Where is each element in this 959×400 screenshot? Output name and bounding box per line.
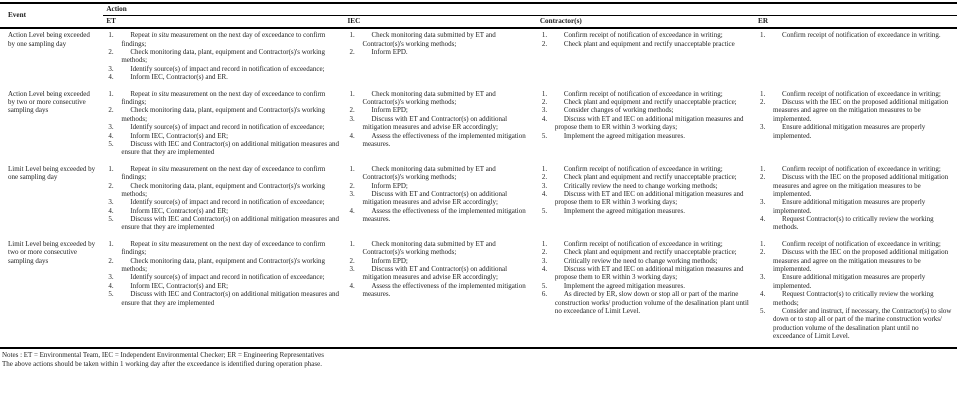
list-item-text: Identify source(s) of impact and record in notification of exceedance; (130, 123, 325, 132)
table-row (0, 238, 957, 348)
list-item-number: 1. (108, 164, 114, 173)
list-item-number: 3. (108, 198, 114, 207)
list-item-text: Check plant and equipment and rectify unacceptable practice; (563, 173, 737, 182)
list-item-text: Discuss with the IEC on the proposed additional mitigation measures and agree on the mitigation measures to be implemented. (773, 98, 949, 123)
action-list-item (106, 90, 339, 107)
table-row (0, 163, 957, 238)
action-list-item (540, 190, 750, 207)
column-header-er: ER (755, 15, 957, 28)
list-item-text: Inform IEC, Contractor(s) and ER; (130, 131, 229, 140)
list-item-number: 2. (760, 248, 766, 257)
list-item-number: 4. (108, 131, 114, 140)
list-item-text: Inform EPD; (371, 106, 408, 115)
list-item-number: 2. (541, 173, 548, 182)
list-item-number: 2. (349, 256, 355, 265)
action-list-item (106, 240, 339, 257)
action-list-item (348, 190, 532, 207)
list-item-number: 3. (541, 106, 548, 115)
list-item-text: Inform IEC, Contractor(s) and ER; (130, 206, 229, 215)
iec-actions-cell (345, 238, 537, 348)
action-list-item (106, 198, 339, 206)
er-actions-cell (755, 163, 957, 238)
list-item-number: 5. (760, 307, 766, 315)
list-item-text: Inform IEC, Contractor(s) and ER; (130, 281, 229, 290)
list-item-number: 1. (760, 164, 766, 173)
list-item-number: 4. (349, 281, 355, 290)
action-list-item (540, 106, 750, 114)
list-item-text: Check monitoring data, plant, equipment and Contractor(s)'s working methods; (121, 48, 326, 65)
list-item-number: 2. (108, 48, 114, 57)
list-item-text: As directed by ER, slow down or stop all or part of the marine construction works/ production volume of the desalination plant until no exceedance of Limit Level. (554, 290, 749, 315)
event-cell: Action Level being exceeded by one sampling day (8, 31, 90, 48)
action-list-item (106, 182, 339, 199)
list-item-number: 5. (541, 131, 548, 140)
iec-actions-cell (345, 163, 537, 238)
list-item-text: Inform EPD; (371, 181, 408, 190)
action-list-item (348, 182, 532, 190)
action-list-item (540, 290, 750, 315)
list-item-number: 3. (541, 256, 548, 265)
list-item-number: 4. (108, 73, 114, 82)
list-item-number: 1. (349, 239, 355, 248)
action-list-item (106, 273, 339, 281)
list-item-text: Discuss with ET and IEC on additional mitigation measures and propose them to ER within 3 working days; (554, 189, 744, 207)
action-list-item (758, 173, 952, 198)
action-list-item (540, 90, 750, 98)
header-row-top (0, 3, 957, 15)
list-item-text: Check plant and equipment and rectify unacceptable practice (563, 39, 735, 48)
list-item-text: Confirm receipt of notification of exceedance in writing. (782, 31, 941, 40)
list-item-text: Identify source(s) of impact and record in notification of exceedance; (130, 273, 325, 282)
er-actions-cell (755, 238, 957, 348)
list-item-text: Check plant and equipment and rectify unacceptable practice; (563, 98, 737, 107)
list-item-text: Ensure additional mitigation measures are properly implemented. (773, 198, 926, 215)
list-item-number: 3. (541, 181, 548, 190)
contractor-actions-cell (537, 163, 755, 238)
column-header-event: Event (0, 3, 103, 28)
action-list-item (348, 282, 532, 299)
list-item-number: 3. (108, 123, 114, 132)
action-list-item (540, 173, 750, 181)
action-list-item (540, 98, 750, 106)
et-actions-cell (103, 88, 344, 163)
et-actions-cell (103, 163, 344, 238)
list-item-text: Discuss with ET and Contractor(s) on additional mitigation measures and advise ER accordingly; (362, 189, 508, 207)
list-item-number: 2. (349, 181, 355, 190)
table-body (0, 28, 957, 347)
list-item-number: 1. (108, 31, 114, 40)
action-list-item (348, 31, 532, 48)
iec-actions-cell (345, 88, 537, 163)
list-item-text: Discuss with IEC and Contractor(s) on additional mitigation measures and ensure that they are implemented (121, 139, 339, 157)
list-item-number: 5. (541, 206, 548, 215)
list-item-number: 4. (541, 189, 548, 198)
list-item-number: 4. (760, 215, 766, 224)
list-item-number: 4. (349, 206, 355, 215)
list-item-text: Confirm receipt of notification of exceedance in writing; (563, 31, 723, 40)
list-item-text: Implement the agreed mitigation measures. (563, 206, 685, 215)
list-item-number: 2. (349, 48, 355, 57)
action-list-item (106, 207, 339, 215)
action-list-item (106, 282, 339, 290)
list-item-text: Confirm receipt of notification of exceedance in writing; (782, 89, 941, 98)
action-list-item (106, 31, 339, 48)
action-list-item (348, 132, 532, 149)
list-item-text: Consider changes of working methods; (563, 106, 674, 115)
list-item-text: Confirm receipt of notification of exceedance in writing; (782, 164, 941, 173)
action-list-item (540, 207, 750, 215)
action-list-item (106, 215, 339, 232)
note-timing: The above actions should be taken within 1 working day after the exceedance is identified during operation phase. (2, 359, 322, 368)
header-row-sub (0, 15, 957, 28)
list-item-text: Check monitoring data submitted by ET and Contractor(s)'s working methods; (362, 239, 496, 257)
action-list-item (758, 123, 952, 140)
action-list-item (758, 307, 952, 341)
list-item-number: 2. (349, 106, 355, 115)
action-list-item (758, 198, 952, 215)
action-list-item (348, 106, 532, 114)
list-item-number: 1. (349, 164, 355, 173)
list-item-text: Confirm receipt of notification of exceedance in writing; (563, 239, 723, 248)
list-item-number: 1. (349, 31, 355, 40)
list-item-text: Implement the agreed mitigation measures. (563, 131, 685, 140)
list-item-text: Implement the agreed mitigation measures. (563, 281, 685, 290)
list-item-text: Identify source(s) of impact and record in notification of exceedance; (130, 64, 325, 73)
list-item-text: Discuss with the IEC on the proposed additional mitigation measures and agree on the mitigation measures to be implemented. (773, 173, 949, 198)
action-list-item (540, 132, 750, 140)
list-item-text: Inform IEC, Contractor(s) and ER. (130, 73, 228, 82)
list-item-number: 2. (541, 248, 548, 257)
contractor-actions-cell (537, 88, 755, 163)
action-list-item (348, 115, 532, 132)
action-list-item (348, 90, 532, 107)
action-list-item (348, 207, 532, 224)
event-cell: Limit Level being exceeded by one sampling day (8, 164, 96, 182)
list-item-number: 1. (760, 31, 766, 40)
action-list-item (106, 140, 339, 157)
action-list-item (758, 98, 952, 123)
event-cell: Action Level being exceeded by two or more consecutive sampling days (8, 89, 90, 115)
list-item-number: 5. (108, 215, 114, 224)
list-item-text: Confirm receipt of notification of exceedance in writing; (563, 164, 723, 173)
list-item-number: 4. (108, 281, 114, 290)
action-list-item (106, 106, 339, 123)
list-item-text: Repeat in situ measurement on the next day of exceedance to confirm findings; (121, 164, 326, 182)
list-item-number: 3. (760, 123, 766, 132)
list-item-text: Consider and instruct, if necessary, the Contractor(s) to slow down or to stop all or part of the marine construction works/ production volume of the desalination plant until no exceedance of Limit Level. (773, 307, 952, 341)
action-list-item (758, 215, 952, 232)
list-item-text: Repeat in situ measurement on the next day of exceedance to confirm findings; (121, 31, 326, 48)
action-list-item (540, 257, 750, 265)
list-item-number: 1. (541, 31, 548, 40)
note-abbreviations: Notes : ET = Environmental Team, IEC = Independent Environmental Checker; ER = Engineering Representatives (2, 350, 324, 359)
list-item-text: Check monitoring data submitted by ET and Contractor(s)'s working methods; (362, 164, 496, 182)
list-item-number: 1. (541, 239, 548, 248)
contractor-actions-cell (537, 238, 755, 348)
list-item-number: 2. (541, 39, 548, 48)
list-item-number: 3. (760, 273, 766, 282)
list-item-text: Confirm receipt of notification of exceedance in writing; (563, 89, 723, 98)
iec-actions-cell (345, 28, 537, 87)
list-item-number: 3. (108, 273, 114, 282)
action-list-item (106, 48, 339, 65)
action-list-item (106, 65, 339, 73)
action-list-item (540, 248, 750, 256)
list-item-text: Check monitoring data, plant, equipment and Contractor(s)'s working methods; (121, 106, 326, 123)
list-item-number: 6. (541, 290, 548, 299)
list-item-text: Check monitoring data submitted by ET and Contractor(s)'s working methods; (362, 31, 496, 48)
list-item-text: Request Contractor(s) to critically review the working methods. (773, 215, 934, 232)
list-item-number: 4. (760, 290, 766, 299)
list-item-text: Identify source(s) of impact and record in notification of exceedance; (130, 198, 325, 207)
list-item-text: Ensure additional mitigation measures are properly implemented. (773, 273, 926, 290)
list-item-text: Discuss with ET and Contractor(s) on additional mitigation measures and advise ER accordingly; (362, 265, 508, 282)
action-list-item (540, 282, 750, 290)
column-header-et: ET (103, 15, 344, 28)
action-list-item (540, 240, 750, 248)
list-item-number: 1. (760, 239, 766, 248)
list-item-number: 1. (541, 89, 548, 98)
list-item-number: 3. (349, 265, 355, 274)
action-list-item (540, 265, 750, 282)
list-item-number: 4. (108, 206, 114, 215)
action-list-item (540, 40, 750, 48)
action-list-item (758, 165, 952, 173)
list-item-text: Check monitoring data, plant, equipment and Contractor(s)'s working methods; (121, 181, 326, 198)
action-list-item (540, 165, 750, 173)
list-item-text: Check plant and equipment and rectify unacceptable practice; (563, 248, 737, 257)
list-item-text: Check monitoring data submitted by ET and Contractor(s)'s working methods; (362, 89, 496, 107)
action-list-item (758, 290, 952, 307)
list-item-number: 1. (541, 164, 548, 173)
list-item-text: Assess the effectiveness of the implemented mitigation measures. (362, 206, 526, 224)
list-item-text: Inform EPD. (371, 48, 408, 57)
list-item-number: 3. (349, 189, 355, 198)
list-item-number: 3. (108, 64, 114, 73)
action-list-item (540, 115, 750, 132)
action-list-item (348, 265, 532, 282)
list-item-number: 4. (349, 131, 355, 140)
column-header-contractor: Contractor(s) (537, 15, 755, 28)
list-item-text: Discuss with IEC and Contractor(s) on additional mitigation measures and ensure that they are implemented (121, 215, 339, 232)
action-list-item (106, 123, 339, 131)
list-item-number: 2. (541, 98, 548, 107)
list-item-number: 5. (108, 139, 114, 148)
action-list-item (758, 31, 952, 39)
list-item-text: Ensure additional mitigation measures are properly implemented. (773, 123, 926, 140)
list-item-text: Critically review the need to change working methods; (563, 256, 718, 265)
et-actions-cell (103, 238, 344, 348)
table-row (0, 88, 957, 163)
list-item-text: Confirm receipt of notification of exceedance in writing; (782, 239, 941, 248)
action-list-item (758, 248, 952, 273)
action-list-item (106, 165, 339, 182)
list-item-text: Repeat in situ measurement on the next day of exceedance to confirm findings; (121, 239, 326, 257)
action-list-item (348, 48, 532, 56)
action-list-item (758, 240, 952, 248)
action-list-item (348, 165, 532, 182)
list-item-number: 2. (108, 256, 114, 265)
action-list-item (540, 31, 750, 39)
column-header-action: Action (103, 3, 957, 15)
list-item-text: Repeat in situ measurement on the next day of exceedance to confirm findings; (121, 89, 326, 107)
action-list-item (758, 273, 952, 290)
list-item-number: 2. (760, 173, 766, 182)
contractor-actions-cell (537, 28, 755, 87)
list-item-number: 5. (541, 281, 548, 290)
list-item-text: Discuss with ET and IEC on additional mitigation measures and propose them to ER within 3 working days; (554, 265, 744, 282)
list-item-number: 1. (349, 89, 355, 98)
list-item-number: 1. (108, 239, 114, 248)
list-item-number: 3. (349, 114, 355, 123)
list-item-text: Discuss with the IEC on the proposed additional mitigation measures and agree on the mitigation measures to be implemented. (773, 248, 949, 274)
er-actions-cell (755, 88, 957, 163)
event-cell: Limit Level being exceeded by two or more consecutive sampling days (8, 239, 96, 265)
exceedance-action-plan-table (0, 2, 957, 349)
list-item-text: Discuss with IEC and Contractor(s) on additional mitigation measures and ensure that they are implemented (121, 290, 339, 307)
list-item-number: 2. (108, 181, 114, 190)
action-list-item (106, 290, 339, 307)
table-notes (0, 349, 959, 369)
action-list-item (348, 257, 532, 265)
er-actions-cell (755, 28, 957, 87)
list-item-text: Discuss with ET and Contractor(s) on additional mitigation measures and advise ER accordingly; (362, 114, 508, 132)
list-item-text: Critically review the need to change working methods; (563, 181, 718, 190)
list-item-text: Discuss with ET and IEC on additional mitigation measures and propose them to ER within 3 working days; (554, 114, 744, 132)
action-list-item (106, 257, 339, 274)
list-item-text: Inform EPD; (371, 256, 408, 265)
list-item-number: 3. (760, 198, 766, 207)
action-list-item (348, 240, 532, 257)
list-item-text: Assess the effectiveness of the implemented mitigation measures. (362, 131, 526, 148)
action-list-item (758, 90, 952, 98)
table-row (0, 28, 957, 87)
list-item-number: 2. (108, 106, 114, 115)
list-item-number: 5. (108, 290, 114, 299)
list-item-number: 4. (541, 265, 548, 274)
list-item-text: Assess the effectiveness of the implemented mitigation measures. (362, 281, 526, 299)
list-item-text: Check monitoring data, plant, equipment and Contractor(s)'s working methods; (121, 256, 326, 274)
list-item-number: 1. (108, 89, 114, 98)
list-item-text: Request Contractor(s) to critically review the working methods; (773, 290, 934, 307)
action-list-item (106, 73, 339, 81)
table-header (0, 3, 957, 28)
et-actions-cell (103, 28, 344, 87)
action-list-item (106, 132, 339, 140)
column-header-iec: IEC (345, 15, 537, 28)
list-item-number: 1. (760, 89, 766, 98)
list-item-number: 2. (760, 98, 766, 107)
list-item-number: 4. (541, 114, 548, 123)
action-list-item (540, 182, 750, 190)
